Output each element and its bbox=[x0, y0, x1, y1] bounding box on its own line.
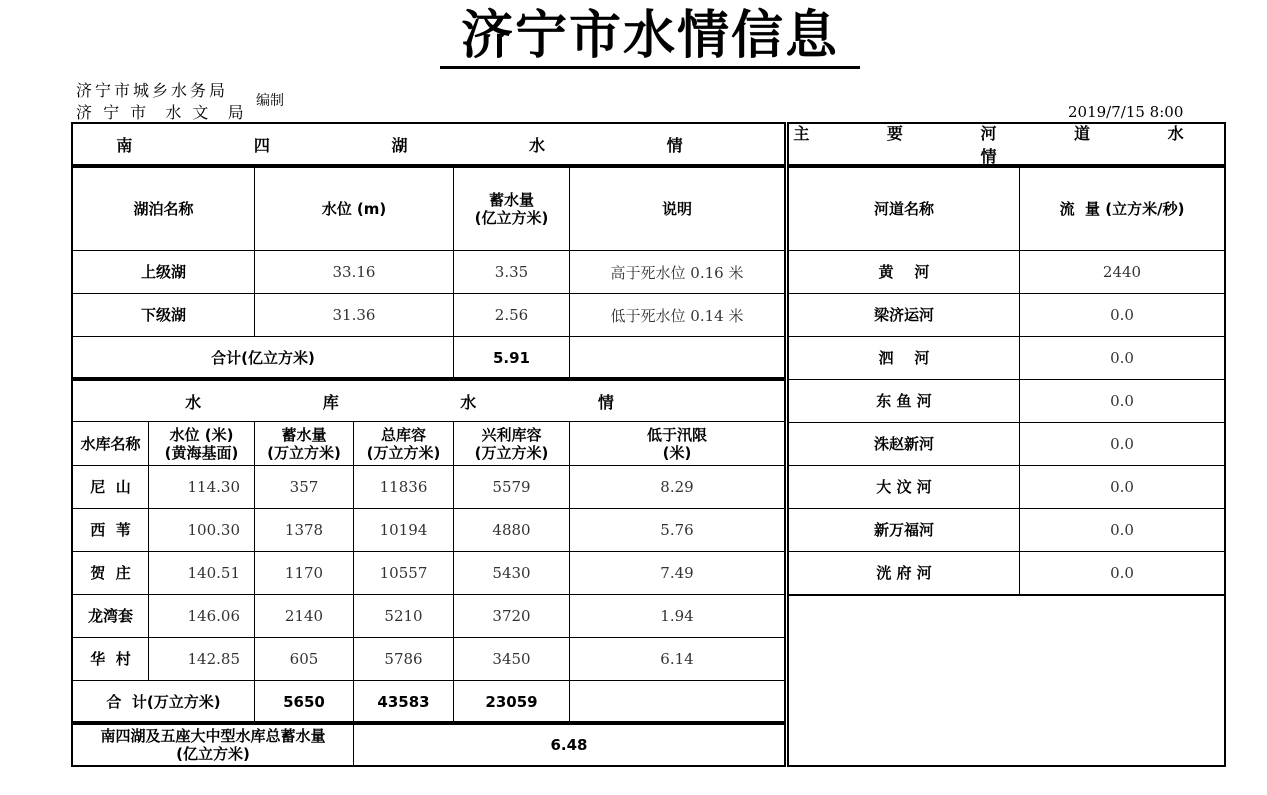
river-name: 洙赵新河 bbox=[789, 423, 1020, 466]
reservoir-storage: 2140 bbox=[255, 595, 354, 638]
header-reservoir-below-flood-limit-l2: (米) bbox=[662, 443, 692, 462]
river-section-title bbox=[789, 124, 1224, 165]
reservoir-name: 贺 庄 bbox=[73, 552, 149, 595]
reservoir-storage: 357 bbox=[255, 466, 354, 509]
grand-total-value: 6.48 bbox=[550, 736, 588, 754]
header-reservoir-total-capacity-l1: 总库容 bbox=[380, 425, 426, 444]
reservoir-below-flood-limit: 1.94 bbox=[570, 595, 784, 638]
river-name: 黄 河 bbox=[789, 251, 1020, 294]
river-name: 梁济运河 bbox=[789, 294, 1020, 337]
reservoir-total-label: 合 计(万立方米) bbox=[73, 681, 255, 722]
header-reservoir-name: 水库名称 bbox=[73, 422, 149, 466]
header-lake-storage-l1: 蓄水量 bbox=[488, 191, 534, 209]
header-lake-name: 湖泊名称 bbox=[73, 168, 255, 251]
reservoir-below-flood-limit: 6.14 bbox=[570, 638, 784, 681]
lake-level: 31.36 bbox=[255, 294, 454, 337]
grand-total-label-l2: (亿立方米) bbox=[176, 745, 250, 763]
reservoir-useful-capacity: 5579 bbox=[454, 466, 570, 509]
reservoir-useful-capacity: 3720 bbox=[454, 595, 570, 638]
header-reservoir-total-capacity bbox=[354, 422, 454, 466]
reservoir-name: 华 村 bbox=[73, 638, 149, 681]
reservoir-section-title bbox=[73, 381, 784, 422]
river-table-bottom-rule bbox=[789, 594, 1224, 596]
header-lake-storage bbox=[454, 168, 570, 251]
header-reservoir-total-capacity-l2: (万立方米) bbox=[366, 443, 441, 462]
editor-label: 编制 bbox=[256, 93, 284, 109]
reservoir-name: 尼 山 bbox=[73, 466, 149, 509]
reservoir-total-storage: 5650 bbox=[255, 681, 354, 722]
header-lake-level: 水位 (m) bbox=[255, 168, 454, 251]
river-flow: 0.0 bbox=[1020, 294, 1224, 337]
reservoir-useful-capacity: 3450 bbox=[454, 638, 570, 681]
river-name: 大 汶 河 bbox=[789, 466, 1020, 509]
river-name: 东 鱼 河 bbox=[789, 380, 1020, 423]
reservoir-below-flood-limit: 7.49 bbox=[570, 552, 784, 595]
reservoir-section-title-text: 水 库 水 情 bbox=[185, 392, 672, 412]
reservoir-level: 140.51 bbox=[149, 552, 255, 595]
nansi-lake-section-title bbox=[73, 124, 784, 165]
river-name: 新万福河 bbox=[789, 509, 1020, 552]
header-river-flow: 流 量 (立方米/秒) bbox=[1020, 168, 1224, 251]
river-flow: 0.0 bbox=[1020, 552, 1224, 595]
reservoir-storage: 605 bbox=[255, 638, 354, 681]
reservoir-storage: 1170 bbox=[255, 552, 354, 595]
lake-total-label: 合计(亿立方米) bbox=[73, 337, 454, 378]
reservoir-total-capacity: 11836 bbox=[354, 466, 454, 509]
header-lake-storage-l2: (亿立方米) bbox=[474, 209, 549, 227]
reservoir-below-flood-limit: 5.76 bbox=[570, 509, 784, 552]
grand-total-label bbox=[73, 725, 354, 765]
lake-note: 高于死水位 0.16 米 bbox=[570, 251, 784, 294]
header-lake-note: 说明 bbox=[570, 168, 784, 251]
reservoir-level: 142.85 bbox=[149, 638, 255, 681]
header-reservoir-level-l2: (黄海基面) bbox=[164, 443, 239, 462]
lake-total-note bbox=[570, 337, 784, 378]
river-section-title-text: 主 要 河 道 水 情 bbox=[793, 124, 1220, 166]
river-flow: 0.0 bbox=[1020, 337, 1224, 380]
lake-name: 下级湖 bbox=[73, 294, 255, 337]
reservoir-total-blank bbox=[570, 681, 784, 722]
reservoir-total-capacity: 5210 bbox=[354, 595, 454, 638]
reservoir-level: 146.06 bbox=[149, 595, 255, 638]
lake-level: 33.16 bbox=[255, 251, 454, 294]
header-reservoir-level bbox=[149, 422, 255, 466]
reservoir-useful-capacity: 5430 bbox=[454, 552, 570, 595]
header-reservoir-below-flood-limit bbox=[570, 422, 784, 466]
reservoir-total-useful-sum: 23059 bbox=[454, 681, 570, 722]
river-flow: 0.0 bbox=[1020, 466, 1224, 509]
reservoir-level: 114.30 bbox=[149, 466, 255, 509]
river-name: 洸 府 河 bbox=[789, 552, 1020, 595]
reservoir-total-capacity: 10194 bbox=[354, 509, 454, 552]
reservoir-level: 100.30 bbox=[149, 509, 255, 552]
header-reservoir-useful-capacity-l2: (万立方米) bbox=[474, 443, 549, 462]
header-reservoir-level-l1: 水位 (米) bbox=[169, 425, 234, 444]
reservoir-storage: 1378 bbox=[255, 509, 354, 552]
lake-note: 低于死水位 0.14 米 bbox=[570, 294, 784, 337]
header-river-name: 河道名称 bbox=[789, 168, 1020, 251]
grand-total-label-l1: 南四湖及五座大中型水库总蓄水量 bbox=[100, 727, 326, 745]
river-name: 泗 河 bbox=[789, 337, 1020, 380]
lake-storage: 3.35 bbox=[454, 251, 570, 294]
river-flow: 2440 bbox=[1020, 251, 1224, 294]
river-flow: 0.0 bbox=[1020, 423, 1224, 466]
reservoir-name: 西 苇 bbox=[73, 509, 149, 552]
river-flow: 0.0 bbox=[1020, 509, 1224, 552]
header-reservoir-below-flood-limit-l1: 低于汛限 bbox=[646, 425, 707, 444]
org-line-2: 济 宁 市 水 文 局 bbox=[76, 103, 247, 122]
reservoir-useful-capacity: 4880 bbox=[454, 509, 570, 552]
reservoir-below-flood-limit: 8.29 bbox=[570, 466, 784, 509]
reservoir-total-capacity: 5786 bbox=[354, 638, 454, 681]
reservoir-total-capacity-sum: 43583 bbox=[354, 681, 454, 722]
header-reservoir-storage bbox=[255, 422, 354, 466]
reservoir-total-capacity: 10557 bbox=[354, 552, 454, 595]
header-reservoir-storage-l2: (万立方米) bbox=[267, 443, 341, 462]
lake-storage: 2.56 bbox=[454, 294, 570, 337]
lake-total-value: 5.91 bbox=[454, 337, 570, 378]
report-datetime: 2019/7/15 8:00 bbox=[1068, 103, 1184, 121]
page-title: 济宁市水情信息 bbox=[440, 6, 860, 69]
header-reservoir-useful-capacity-l1: 兴利库容 bbox=[481, 425, 542, 444]
lake-name: 上级湖 bbox=[73, 251, 255, 294]
header-reservoir-storage-l1: 蓄水量 bbox=[281, 425, 327, 444]
nansi-lake-section-title-text: 南 四 湖 水 情 bbox=[116, 135, 741, 155]
header-reservoir-useful-capacity bbox=[454, 422, 570, 466]
org-line-1: 济宁市城乡水务局 bbox=[76, 81, 229, 100]
reservoir-name: 龙湾套 bbox=[73, 595, 149, 638]
river-flow: 0.0 bbox=[1020, 380, 1224, 423]
